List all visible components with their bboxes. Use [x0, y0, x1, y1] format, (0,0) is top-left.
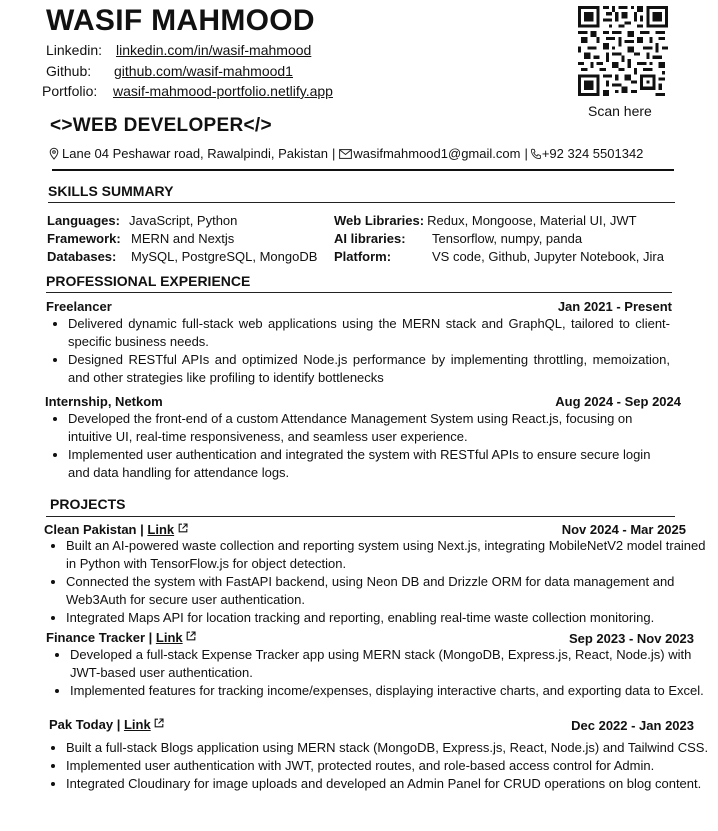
list-item: • Integrated Cloudinary for image uploads and developed an Admin Panel for CRUD operations on blog content.	[66, 775, 716, 793]
list-item: • Designed RESTful APIs and optimized Node.js performance by implementing throttling, memoization, and other strategies like profiling to identify bottlenecks	[68, 351, 670, 387]
skill-row: Platform: VS code, Github, Jupyter Notebook, Jira	[334, 249, 664, 264]
project-date: Sep 2023 - Nov 2023	[568, 631, 694, 646]
github-link[interactable]: github.com/wasif-mahmood1	[114, 63, 293, 79]
list-item: • Connected the system with FastAPI backend, using Neon DB and Drizzle ORM for data management and Web3Auth for secure user authentication.	[66, 573, 716, 609]
external-link-icon[interactable]	[186, 631, 196, 641]
project-title: Finance Tracker	[46, 630, 145, 645]
list-item: • Integrated Maps API for location tracking and reporting, enabling real-time waste collection monitoring.	[66, 609, 716, 627]
skill-row: Framework: MERN and Nextjs	[47, 231, 235, 246]
list-item: • Built a full-stack Blogs application using MERN stack (MongoDB, Express.js, React, Node.js) and Tailwind CSS.	[66, 739, 716, 757]
separator: |	[524, 146, 528, 161]
experience-section-title: PROFESSIONAL EXPERIENCE	[46, 273, 251, 289]
job-date: Jan 2021 - Present	[557, 299, 672, 314]
project-date: Dec 2022 - Jan 2023	[571, 718, 694, 733]
email-text[interactable]: wasifmahmood1@gmail.com	[353, 146, 521, 161]
job-date: Aug 2024 - Sep 2024	[555, 394, 681, 409]
list-item: • Implemented user authentication and integrated the system with RESTful APIs to ensure secure login and data handling for attendance logs.	[68, 446, 674, 482]
phone-icon	[530, 148, 542, 160]
job-title: Freelancer	[46, 299, 112, 314]
project-link[interactable]: Link	[147, 522, 175, 537]
github-label: Github:	[46, 63, 92, 79]
address-text: Lane 04 Peshawar road, Rawalpindi, Pakistan	[62, 146, 328, 161]
project-title-row: Finance Tracker | Link	[46, 630, 196, 645]
job-bullets	[46, 410, 674, 482]
skill-row: Databases: MySQL, PostgreSQL, MongoDB	[47, 249, 318, 264]
external-link-icon[interactable]	[178, 523, 188, 533]
list-item: • Implemented features for tracking income/expenses, displaying interactive charts, and exporting data to Excel.	[70, 682, 708, 700]
project-title-row: Clean Pakistan | Link	[44, 522, 188, 537]
linkedin-label: Linkedin:	[46, 42, 103, 58]
project-title: Clean Pakistan	[44, 522, 137, 537]
list-item: • Developed the front-end of a custom Attendance Management System using React.js, focusing on intuitive UI, real-time responsiveness, and seamless user experience.	[68, 410, 674, 446]
project-bullets	[48, 646, 708, 700]
contact-line	[48, 146, 643, 161]
separator: |	[331, 146, 336, 161]
header-divider	[52, 169, 674, 171]
project-title-row: Pak Today | Link	[49, 717, 164, 732]
qr-scan-caption: Scan here	[588, 103, 652, 119]
location-pin-icon	[48, 147, 60, 160]
job-role-title: <>WEB DEVELOPER</>	[50, 115, 272, 136]
project-date: Nov 2024 - Mar 2025	[561, 522, 686, 537]
external-link-icon[interactable]	[154, 718, 164, 728]
list-item: • Developed a full-stack Expense Tracker app using MERN stack (MongoDB, Express.js, React, Node.js) with JWT-based user authentication.	[70, 646, 708, 682]
skill-row: Languages: JavaScript, Python	[47, 213, 238, 228]
project-link[interactable]: Link	[123, 717, 151, 732]
job-bullets	[46, 315, 670, 387]
job-title: Internship, Netkom	[45, 394, 163, 409]
section-divider	[48, 202, 675, 203]
project-bullets	[44, 537, 716, 627]
linkedin-link[interactable]: linkedin.com/in/wasif-mahmood	[116, 42, 312, 58]
section-divider	[46, 516, 675, 517]
skill-row: Web Libraries: Redux, Mongoose, Material UI, JWT	[334, 213, 637, 228]
list-item: • Delivered dynamic full-stack web applications using the MERN stack and GraphQL, tailored to client-specific business needs.	[68, 315, 670, 351]
skill-row: AI libraries: Tensorflow, numpy, panda	[334, 231, 583, 246]
projects-section-title: PROJECTS	[50, 496, 126, 512]
list-item: • Implemented user authentication with JWT, protected routes, and role-based access control for Admin.	[66, 757, 716, 775]
mail-icon	[339, 149, 352, 159]
project-title: Pak Today	[49, 717, 114, 732]
portfolio-link[interactable]: wasif-mahmood-portfolio.netlify.app	[113, 83, 333, 99]
list-item: • Built an AI-powered waste collection and reporting system using Next.js, integrating MobileNetV2 model trained in Python with TensorFlow.js for object detection.	[66, 537, 716, 573]
project-bullets	[44, 739, 716, 793]
section-divider	[46, 292, 672, 293]
qr-code-icon[interactable]	[578, 6, 668, 96]
portfolio-label: Portfolio:	[42, 83, 98, 99]
candidate-name: WASIF MAHMOOD	[46, 4, 315, 37]
skills-section-title: SKILLS SUMMARY	[48, 183, 174, 199]
project-link[interactable]: Link	[155, 630, 183, 645]
phone-text[interactable]: +92 324 5501342	[541, 146, 644, 161]
